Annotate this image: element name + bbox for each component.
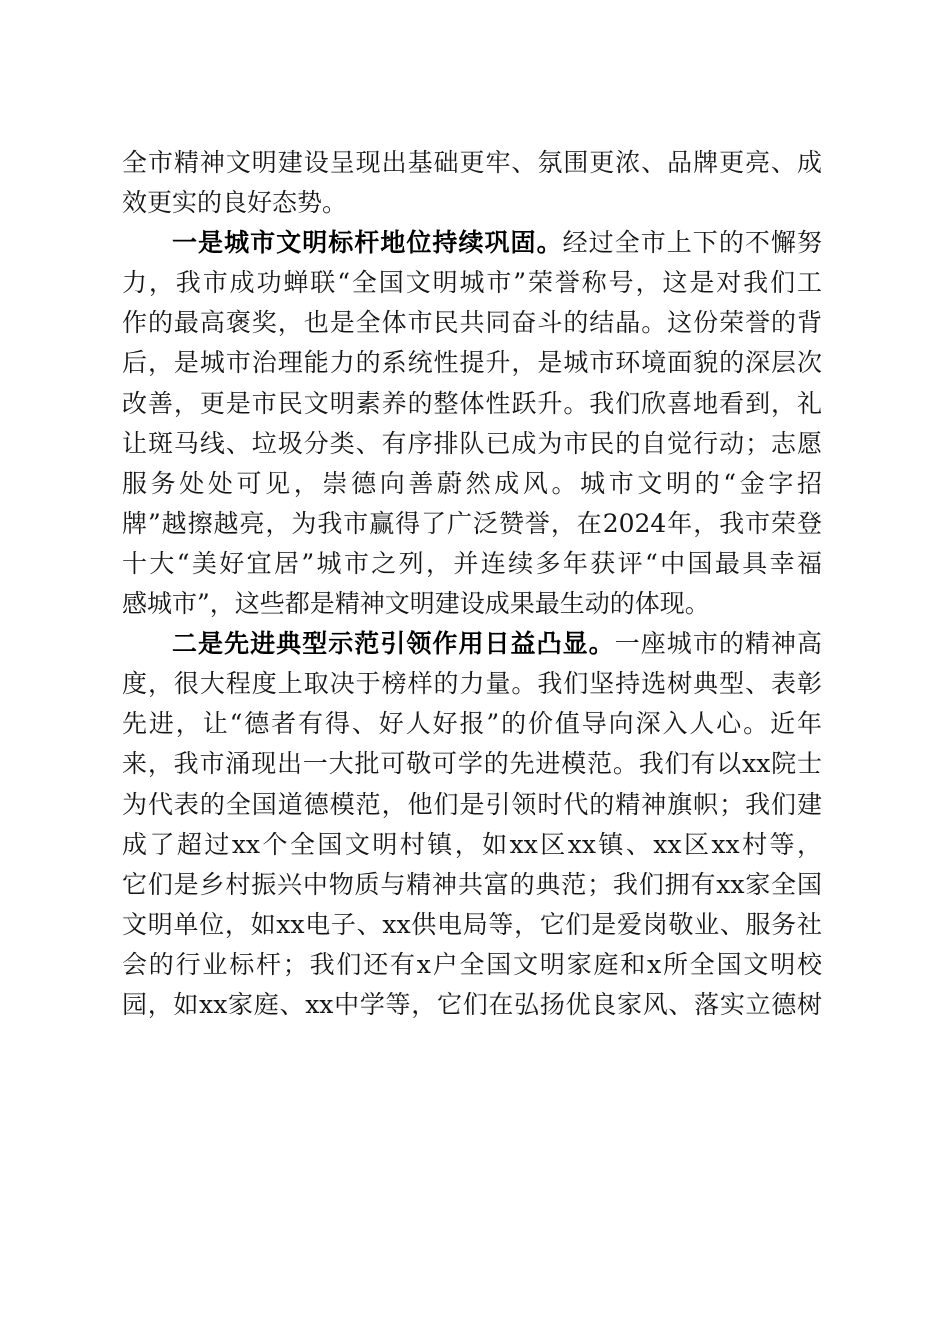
text-line: 让斑马线、垃圾分类、有序排队已成为市民的自觉行动；志愿 — [122, 428, 822, 458]
text-line: 先进，让“德者有得、好人好报”的价值导向深入人心。近年 — [122, 709, 822, 739]
text-line: 力，我市成功蝉联“全国文明城市”荣誉称号，这是对我们工 — [122, 268, 822, 298]
text-line: 后，是城市治理能力的系统性提升，是城市环境面貌的深层次 — [122, 348, 822, 378]
text-line: 作的最高褒奖，也是全体市民共同奋斗的结晶。这份荣誉的背 — [122, 308, 822, 338]
paragraph-heading-line: 二是先进典型示范引领作用日益凸显。一座城市的精神高 — [172, 629, 822, 659]
text-line: 效更实的良好态势。 — [122, 188, 348, 218]
text-line: 全市精神文明建设呈现出基础更牢、氛围更浓、品牌更亮、成 — [122, 148, 822, 177]
text-line: 牌”越擦越亮，为我市赢得了广泛赞誉，在2024年，我市荣登 — [122, 508, 822, 538]
document-body — [122, 143, 822, 1025]
text-line: 服务处处可见，崇德向善蔚然成风。城市文明的“金字招 — [122, 468, 822, 498]
text-line: 园，如xx家庭、xx中学等，它们在弘扬优良家风、落实立德树 — [122, 989, 822, 1019]
text-line: 会的行业标杆；我们还有x户全国文明家庭和x所全国文明校 — [122, 949, 822, 979]
section-heading: 一是城市文明标杆地位持续巩固。 — [172, 228, 563, 258]
section-heading: 二是先进典型示范引领作用日益凸显。 — [172, 629, 615, 659]
paragraph-heading-line: 一是城市文明标杆地位持续巩固。经过全市上下的不懈努 — [172, 228, 822, 258]
text-line: 文明单位，如xx电子、xx供电局等，它们是爱岗敬业、服务社 — [122, 909, 822, 939]
text-line: 来，我市涌现出一大批可敬可学的先进模范。我们有以xx院士 — [122, 749, 822, 779]
text-line: 改善，更是市民文明素养的整体性跃升。我们欣喜地看到，礼 — [122, 388, 822, 418]
text-line: 感城市”，这些都是精神文明建设成果最生动的体现。 — [122, 589, 710, 619]
text-line: 度，很大程度上取决于榜样的力量。我们坚持选树典型、表彰 — [122, 669, 822, 699]
text-line: 为代表的全国道德模范，他们是引领时代的精神旗帜；我们建 — [122, 789, 822, 819]
text-line: 成了超过xx个全国文明村镇，如xx区xx镇、xx区xx村等， — [122, 829, 822, 859]
text-line: 十大“美好宜居”城市之列，并连续多年获评“中国最具幸福 — [122, 548, 822, 578]
text-line: 它们是乡村振兴中物质与精神共富的典范；我们拥有xx家全国 — [122, 869, 822, 899]
